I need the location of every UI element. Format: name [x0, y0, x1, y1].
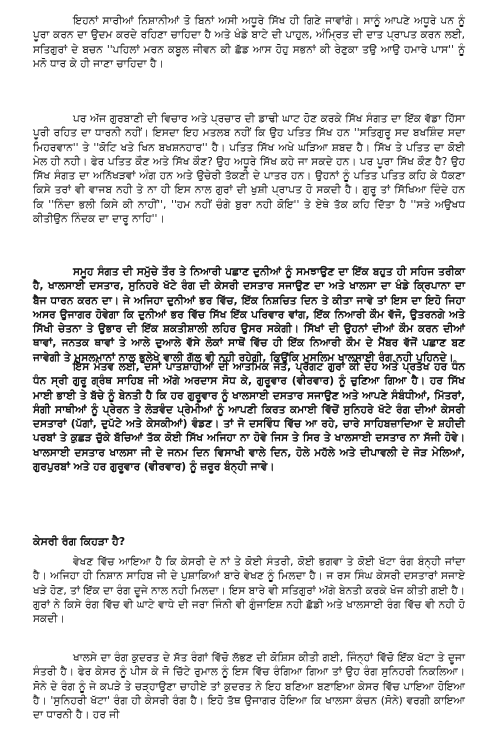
paragraph-2: ਪਰ ਅੱਜ ਗੁਰਬਾਣੀ ਦੀ ਵਿਚਾਰ ਅਤੇ ਪ੍ਰਚਾਰ ਦੀ ਡਾਢੀ ਘਾਟ ਹੋਣ ਕਰਕੇ ਸਿੱਖ ਸੰਗਤ ਦਾ ਇੱਕ ਵੱਡਾ ਹਿੱਸਾ ਪੂਰੀ ਰਹਿਤ ਦਾ ਧਾਰਨੀ ਨਹੀਂ। ਇਸਦਾ ਇਹ ਮਤਲਬ ਨਹੀਂ ਕਿ ਉਹ ਪਤਿਤ ਸਿੱਖ ਹਨ ''ਸਤਿਗੁਰੂ ਸਦ ਬਖਸ਼ਿੰਦ ਸਦਾ ਮਿਹਰਵਾਨ'' ਤੇ ''ਕੋਟਿ ਖਤੇ ਖਿਨ ਬਖਸ਼ਨਹਾਰ'' ਹੈ। ਪਤਿਤ ਸਿੱਖ ਅਖੇ ਘੜਿਆ ਸ਼ਬਦ ਹੈ। ਸਿੱਖ ਤੇ ਪਤਿਤ ਦਾ ਕੋਈ ਮੇਲ ਹੀ ਨਹੀ। ਫੇਰ ਪਤਿਤ ਕੌਣ ਅਤੇ ਸਿੱਖ ਕੌਣ? ਉਹ ਅਧੂਰੇ ਸਿੱਖ ਕਹੇ ਜਾ ਸਕਦੇ ਹਨ। ਪਰ ਪੂਰਾ ਸਿੱਖ ਕੌਣ ਹੈ? ਉਹ ਸਿੱਖ ਸੰਗਤ ਦਾ ਅਨਿੱਖੜਵਾਂ ਅੰਗ ਹਨ ਅਤੇ ਉਚੇਰੀ ਤੱਕਣੀ ਦੇ ਪਾਤਰ ਹਨ। ਉਹਨਾਂ ਨੂੰ ਪਤਿਤ ਪਤਿਤ ਕਹਿ ਕੇ ਧੱਕਣਾ ਕਿਸੇ ਤਰਾਂ ਵੀ ਵਾਜਬ ਨਹੀ ਤੇ ਨਾ ਹੀ ਇਸ ਨਾਲ ਗੁਰਾਂ ਦੀ ਖੁਸ਼ੀ ਪ੍ਰਾਪਤ ਹੋ ਸਕਦੀ ਹੈ। ਗੁਰੂ ਤਾਂ ਸਿੱਖਿਆ ਦਿੰਦੇ ਹਨ ਕਿ ''ਨਿੰਦਾ ਭਲੀ ਕਿਸੇ ਕੀ ਨਾਹੀਂ'', ''ਹਮ ਨਹੀਂ ਚੰਗੇ ਬੁਰਾ ਨਹੀ ਕੋਇ'' ਤੇ ਏਥੇ ਤੱਕ ਕਹਿ ਦਿੱਤਾ ਹੈ ''ਸਤੇ ਅਉਖਧ ਕੀਤੀਉਨ ਨਿੰਦਕ ਦਾ ਦਾਰੂ ਨਾਹਿ''।: [33, 113, 465, 226]
paragraph-6: ਖਾਲਸੇ ਦਾ ਰੰਗ ਕੁਦਰਤ ਦੇ ਸੱਤ ਰੰਗਾਂ ਵਿੱਚੋ ਲੱਭਣ ਦੀ ਕੋਸ਼ਿਸ ਕੀਤੀ ਗਈ, ਜਿੰਨ੍ਹਾਂ ਵਿੱਚੋ ਇੱਕ ਖੱਟਾ ਤੇ ਦੂਜਾ ਸੰਤਰੀ ਹੈ। ਫੇਰ ਕੇਸਰ ਨੂੰ ਪੀਸ ਕੇ ਜੋ ਚਿੱਟੇ ਰੁਮਾਲ ਨੂੰ ਇਸ ਵਿੱਚ ਰੰਗਿਆ ਗਿਆ ਤਾਂ ਉਹ ਰੰਗ ਸੁਨਿਹਰੀ ਨਿਕਲਿਆ। ਸੋਨੇ ਦੇ ਰੰਗ ਨੂੰ ਜੇ ਕਪੜੇ ਤੇ ਚੜ੍ਹਾਉਣਾ ਚਾਹੀਏ ਤਾਂ ਕੁਦਰਤ ਨੇ ਇਹ ਬਣਿਆ ਬਣਾਇਆ ਕੇਸਰ ਵਿੱਚ ਪਾਇਆ ਹੋਇਆ ਹੈ। 'ਸੁਨਿਹਰੀ ਖੱਟਾ' ਰੰਗ ਹੀ ਕੇਸਰੀ ਰੰਗ ਹੈ। ਇਹੋ ਤੱਥ ਉਜਾਗਰ ਹੋਇਆ ਕਿ ਖਾਲਸਾ ਕੰਚਨ (ਸੋਨੇ) ਵਰਗੀ ਕਾਇਆ ਦਾ ਧਾਰਨੀ ਹੈ। ਹਰ ਜੀ: [33, 652, 465, 722]
paragraph-4: ਇਸ ਮੰਤਵ ਲਈ, ਦਸਾਂ ਪਾਤਸ਼ਾਹੀਆਂ ਦੀ ਆਤਮਿਕ ਜੋਤ, ਪ੍ਰਗਟ ਗੁਰਾਂ ਕੀ ਦੇਹ ਅਤੇ ਪ੍ਰਤੱਖ ਹਰ ਧੰਨ ਧੰਨ ਸ੍ਰੀ ਗੁਰੂ ਗ੍ਰੰਥ ਸਾਹਿਬ ਜੀ ਅੱਗੇ ਅਰਦਾਸ ਸੋਧ ਕੇ, ਗੁਰੂਵਾਰ (ਵੀਰਵਾਰ) ਨੂੰ ਚੁਣਿਆ ਗਿਆ ਹੈ। ਹਰ ਸਿੱਖ ਮਾਈ ਭਾਈ ਤੇ ਬੱਚੇ ਨੂੰ ਬੇਨਤੀ ਹੈ ਕਿ ਹਰ ਗੁਰੂਵਾਰ ਨੂੰ ਖਾਲਸਾਈ ਦਸਤਾਰ ਸਜਾਉਣ ਅਤੇ ਆਪਣੇ ਸੰਬੰਧੀਆਂ, ਮਿੱਤਰਾਂ, ਸੰਗੀ ਸਾਥੀਆਂ ਨੂੰ ਪ੍ਰੇਰਨ ਤੇ ਲੋੜਵੰਦ ਪ੍ਰੇਮੀਆਂ ਨੂੰ ਆਪਣੀ ਕਿਰਤ ਕਮਾਈ ਵਿੱਚੋਂ ਸੁਨਿਹਰੇ ਖੱਟੇ ਰੰਗ ਦੀਆਂ ਕੇਸਰੀ ਦਸਤਾਰਾਂ (ਪੱਗਾਂ, ਦੁਪੱਟੇ ਅਤੇ ਕੇਸਕੀਆਂ) ਵੰਡਣ। ਤਾਂ ਜੋ ਦਸਵਿੰਧ ਵਿੱਚ ਆ ਰਹੇ, ਚਾਰੇ ਸਾਹਿਬਜ਼ਾਦਿਆ ਦੇ ਸ਼ਹੀਦੀ ਪਰਬਾਂ ਤੇ ਕੁਛੜ ਚੁੱਕੇ ਬੱਚਿਆਂ ਤੱਕ ਕੋਈ ਸਿੱਖ ਅਜਿਹਾ ਨਾ ਹੋਵੇ ਜਿਸ ਤੇ ਸਿਰ ਤੇ ਖਾਲਸਾਈ ਦਸਤਾਰ ਨਾ ਸੱਜੀ ਹੋਵੇ। ਖਾਲਸਾਈ ਦਸਤਾਰ ਖਾਲਸਾ ਜੀ ਦੇ ਜਨਮ ਦਿਨ ਵਿਸਾਖੀ ਵਾਲੇ ਦਿਨ, ਹੋਲੇ ਮਹੱਲੇ ਅਤੇ ਦੀਪਾਵਲੀ ਦੇ ਜੋੜ ਮੇਲਿਆਂ, ਗੁਰਪੁਰਬਾਂ ਅਤੇ ਹਰ ਗੁਰੂਵਾਰ (ਵੀਰਵਾਰ) ਨੂੰ ਜ਼ਰੂਰ ਬੰਨ੍ਹੀ ਜਾਵੇ।: [33, 361, 465, 474]
paragraph-5: ਵੇਖਣ ਵਿੱਚ ਆਇਆ ਹੈ ਕਿ ਕੇਸਰੀ ਦੇ ਨਾਂ ਤੇ ਕੋਈ ਸੰਤਰੀ, ਕੋਈ ਭਗਵਾ ਤੇ ਕੋਈ ਖੱਟਾ ਰੰਗ ਬੰਨ੍ਹੀ ਜਾਂਦਾ ਹੈ। ਅਜਿਹਾ ਹੀ ਨਿਸ਼ਾਨ ਸਾਹਿਬ ਜੀ ਦੇ ਪੁਸ਼ਾਕਿਆਂ ਬਾਰੇ ਵੇਖਣ ਨੂੰ ਮਿਲਦਾ ਹੈ। ਜ ਰਸ ਸਿੰਘ ਕੇਸਰੀ ਦਸਤਾਰਾਂ ਸਜਾਏ ਖੜੇ ਹੋਣ, ਤਾਂ ਇੱਕ ਦਾ ਰੰਗ ਦੂਜੇ ਨਾਲ ਨਹੀ ਮਿਲਦਾ। ਇਸ ਬਾਰੇ ਵੀ ਸਤਿਗੁਰਾਂ ਅੱਗੇ ਬੇਨਤੀ ਕਰਕੇ ਖੋਜ ਕੀਤੀ ਗਈ ਹੈ। ਗੁਰਾਂ ਨੇ ਕਿਸੇ ਰੰਗ ਵਿੱਚ ਵੀ ਘਾਟੇ ਵਾਧੇ ਦੀ ਜਰਾ ਜਿੰਨੀ ਵੀ ਗੁੰਜਾਇਸ਼ ਨਹੀ ਛੱਡੀ ਅਤੇ ਖਾਲਸਾਈ ਰੰਗ ਵਿੱਚ ਵੀ ਨਹੀ ਹੋ ਸਕਦੀ।: [33, 556, 465, 626]
paragraph-1: ਇਹਨਾਂ ਸਾਰੀਆਂ ਨਿਸ਼ਾਨੀਆਂ ਤੋ ਬਿਨਾਂ ਅਸੀ ਅਧੂਰੇ ਸਿੱਖ ਹੀ ਗਿਣੇ ਜਾਵਾਂਗੇ। ਸਾਨੂੰ ਆਪਣੇ ਅਧੂਰੇ ਪਨ ਨੂੰ ਪੂਰਾ ਕਰਨ ਦਾ ਉਦਮ ਕਰਦੇ ਰਹਿਣਾ ਚਾਹਿਦਾ ਹੈ ਅਤੇ ਖੰਡੇ ਬਾਟੇ ਦੀ ਪਾਹੁਲ, ਅੰਮ੍ਰਿਤ ਦੀ ਦਾਤ ਪ੍ਰਾਪਤ ਕਰਨ ਲਈ, ਸਤਿਗੁਰਾਂ ਦੇ ਬਚਨ ''ਪਹਿਲਾਂ ਮਰਨ ਕਬੂਲ ਜੀਵਨ ਕੀ ਛੱਡ ਆਸ ਹੋਹੁ ਸਭਨਾਂ ਕੀ ਰੇਣੁਕਾ ਤਉ ਆਉ ਹਮਾਰੇ ਪਾਸ'' ਨੂੰ ਮਨੋ ਧਾਰ ਕੇ ਹੀ ਜਾਣਾ ਚਾਹਿਦਾ ਹੈ।: [33, 15, 465, 70]
paragraph-3: ਸਮੂਹ ਸੰਗਤ ਦੀ ਸਮੁੱਚੇ ਤੌਰ ਤੇ ਨਿਆਰੀ ਪਛਾਣ ਦੁਨੀਆਂ ਨੂੰ ਸਮਝਾਉਣ ਦਾ ਇੱਕ ਬਹੁਤ ਹੀ ਸਹਿਜ ਤਰੀਕਾ ਹੈ, ਖਾਲਸਾਈ ਦਸਤਾਰ, ਸੁਨਿਹਰੇ ਖੱਟੇ ਰੰਗ ਦੀ ਕੇਸਰੀ ਦਸਤਾਰ ਸਜਾਉਣ ਦਾ ਅਤੇ ਖਾਲਸਾ ਦਾ ਖੰਡੇ ਕ੍ਰਿਪਾਨਾ ਦਾ ਬੈਜ ਧਾਰਨ ਕਰਨ ਦਾ। ਜੇ ਅਜਿਹਾ ਦੁਨੀਆਂ ਭਰ ਵਿੱਚ, ਇੱਕ ਨਿਸ਼ਚਿਤ ਦਿਨ ਤੇ ਕੀਤਾ ਜਾਵੇ ਤਾਂ ਇਸ ਦਾ ਇਹੋ ਜਿਹਾ ਅਸਰ ਉਜਾਗਰ ਹੋਵੇਗਾ ਕਿ ਦੁਨੀਆਂ ਭਰ ਵਿੱਚ ਸਿੱਖ ਇੱਕ ਪਰਿਵਾਰ ਵਾਂਗ, ਇੱਕ ਨਿਆਰੀ ਕੌਮ ਵੱਜੋ, ਉਤਰਨਗੇ ਅਤੇ ਸਿੱਖੀ ਚੇਤਨਾ ਤੇ ਉਭਾਰ ਦੀ ਇੱਕ ਸ਼ਕਤੀਸ਼ਾਲੀ ਲਹਿਰ ਉਸਰ ਸਕੇਗੀ। ਸਿੱਖਾਂ ਦੀ ਉਹਨਾਂ ਦੀਆਂ ਕੌਮ ਕਰਨ ਦੀਆਂ ਥਾਵਾਂ, ਜਨਤਕ ਥਾਵਾਂ ਤੇ ਆਲੇ ਦੁਆਲੇ ਵੱਸੇ ਲੋਕਾਂ ਸਾਥੋਂ ਵਿੱਚ ਹੀ ਇੱਕ ਨਿਆਰੀ ਕੌਮ ਦੇ ਮੈਂਬਰ ਵੱਜੋਂ ਪਛਾਣ ਬਣ ਜਾਵੇਗੀ ਤੇ ਮੁਸਲਮਾਨਾਂ ਨਾਲ ਭੁਲੇਖੇ ਵਾਲੀ ਗੱਲ ਵੀ ਨਹੀ ਰਹੇਗੀ, ਕਿਉਂਕਿ ਮੁਸਲਿਮ ਖਾਲਸਾਈ ਰੰਗ ਨਹੀ ਪਹਿਨਦੇ।: [33, 266, 465, 364]
section-heading: ਕੇਸਰੀ ਰੰਗ ਕਿਹੜਾ ਹੈ?: [33, 535, 126, 548]
